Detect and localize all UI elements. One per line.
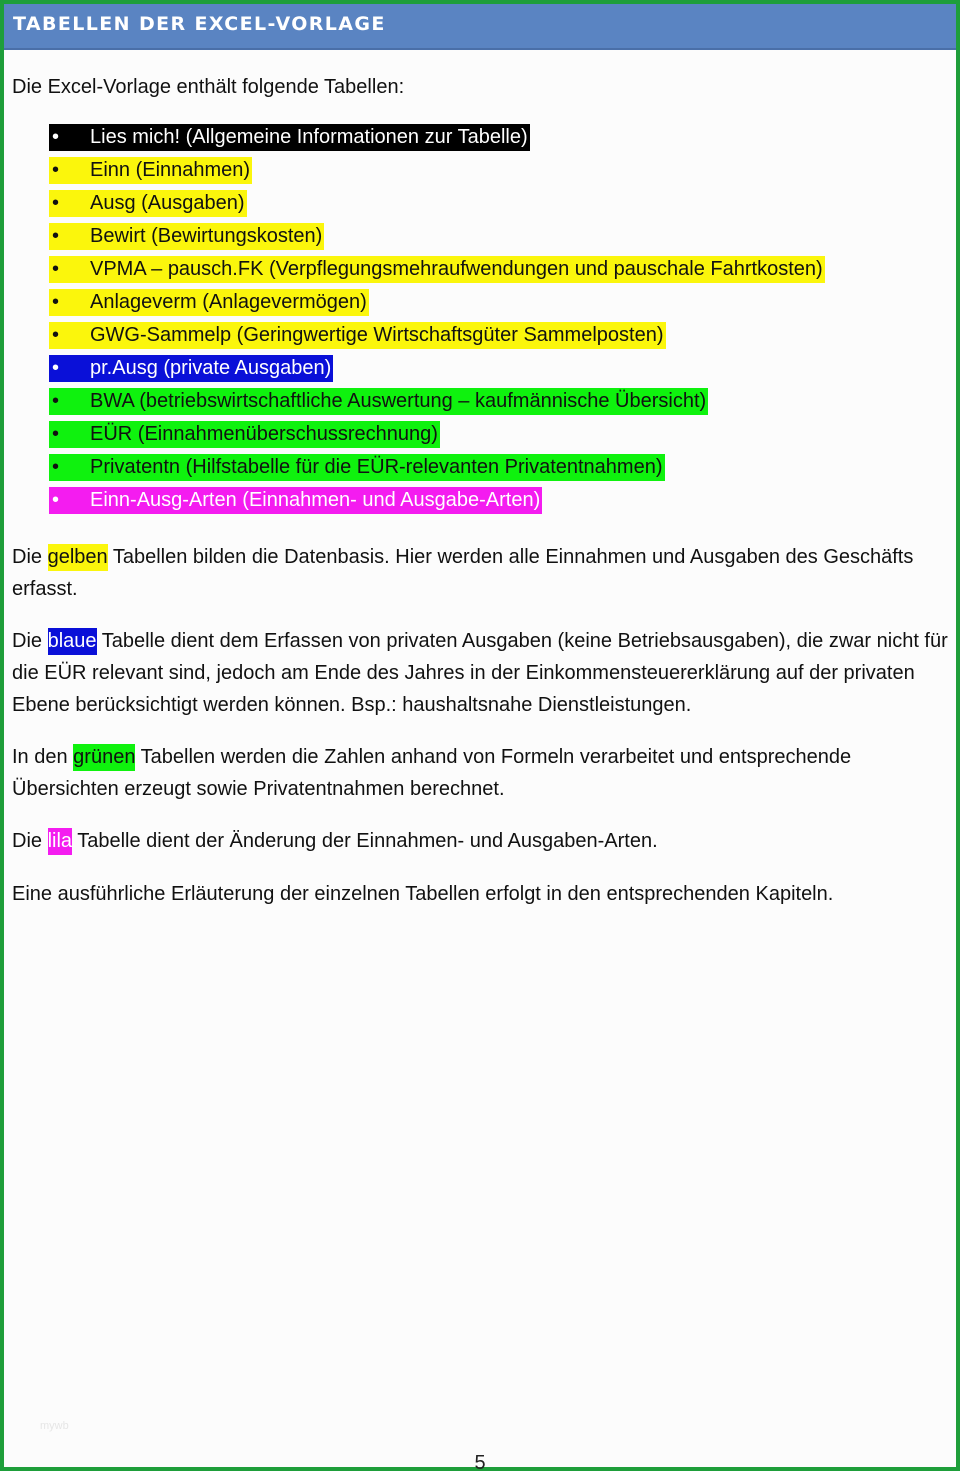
watermark: mywb — [40, 1420, 69, 1432]
bullet-icon: • — [52, 258, 60, 280]
list-item — [49, 487, 825, 520]
highlight-yellow: gelben — [48, 544, 108, 571]
list-item-label: Bewirt (Bewirtungskosten) — [90, 225, 323, 247]
highlight-blue: blaue — [48, 628, 97, 655]
paragraph-text: Tabellen werden die Zahlen anhand von Formeln verarbeitet und entsprechende Übersichten erzeugt sowie Privatentnahmen berechnet. — [12, 746, 852, 800]
bullet-icon: • — [52, 357, 60, 379]
bullet-icon: • — [52, 489, 60, 511]
paragraph-closing: Eine ausführliche Erläuterung der einzelnen Tabellen erfolgt in den entsprechenden Kapiteln. — [12, 883, 834, 905]
bullet-icon: • — [52, 291, 60, 313]
list-item — [49, 454, 825, 487]
list-item-label: pr.Ausg (private Ausgaben) — [90, 357, 332, 379]
list-item-label: Ausg (Ausgaben) — [90, 192, 245, 214]
paragraph-yellow-tables — [12, 541, 948, 605]
list-item — [49, 190, 825, 223]
list-item-label: Lies mich! (Allgemeine Informationen zur Tabelle) — [90, 126, 528, 148]
paragraph-text: Tabellen bilden die Datenbasis. Hier werden alle Einnahmen und Ausgaben des Geschäfts erfasst. — [12, 546, 914, 600]
bullet-icon: • — [52, 423, 60, 445]
list-item-label: Privatentn (Hilfstabelle für die EÜR-relevanten Privatentnahmen) — [90, 456, 663, 478]
intro-text: Die Excel-Vorlage enthält folgende Tabellen: — [12, 76, 405, 98]
list-item-label: EÜR (Einnahmenüberschussrechnung) — [90, 423, 438, 445]
paragraph-text: Tabelle dient der Änderung der Einnahmen- und Ausgaben-Arten. — [72, 830, 658, 852]
section-header — [4, 4, 956, 50]
list-item — [49, 124, 825, 157]
bullet-icon: • — [52, 456, 60, 478]
list-item-label: BWA (betriebswirtschaftliche Auswertung – kaufmännische Übersicht) — [90, 390, 707, 412]
list-item — [49, 157, 825, 190]
paragraph-text: Die — [12, 630, 48, 652]
paragraph-text: In den — [12, 746, 74, 768]
paragraph-green-tables — [12, 741, 948, 805]
bullet-icon: • — [52, 390, 60, 412]
list-item — [49, 223, 825, 256]
highlight-magenta: lila — [48, 828, 72, 855]
list-item — [49, 322, 825, 355]
bullet-icon: • — [52, 159, 60, 181]
section-title: TABELLEN DER EXCEL-VORLAGE — [13, 13, 386, 35]
bullet-icon: • — [52, 324, 60, 346]
bullet-icon: • — [52, 192, 60, 214]
paragraph-blue-table — [12, 625, 948, 721]
bullet-icon: • — [52, 126, 60, 148]
list-item-label: GWG-Sammelp (Geringwertige Wirtschaftsgüter Sammelposten) — [90, 324, 664, 346]
page-number: 5 — [474, 1452, 486, 1474]
paragraph-text: Tabelle dient dem Erfassen von privaten Ausgaben (keine Betriebsausgaben), die zwar nicht für die EÜR relevant sind, jedoch am Ende des Jahres in der Einkommensteuererklärung auf der privaten Ebene berücksichtigt werden können. Bsp.: haushaltsnahe Dienstleistungen. — [12, 630, 948, 716]
table-list — [49, 124, 825, 520]
list-item — [49, 256, 825, 289]
list-item — [49, 421, 825, 454]
bullet-icon: • — [52, 225, 60, 247]
list-item — [49, 355, 825, 388]
list-item-label: Anlageverm (Anlagevermögen) — [90, 291, 367, 313]
list-item-label: Einn-Ausg-Arten (Einnahmen- und Ausgabe-Arten) — [90, 489, 541, 511]
list-item — [49, 388, 825, 421]
paragraph-text: Die — [12, 546, 48, 568]
list-item-label: VPMA – pausch.FK (Verpflegungsmehraufwendungen und pauschale Fahrtkosten) — [90, 258, 823, 280]
highlight-green: grünen — [73, 744, 135, 771]
list-item-label: Einn (Einnahmen) — [90, 159, 251, 181]
paragraph-magenta-table — [12, 825, 948, 857]
list-item — [49, 289, 825, 322]
paragraph-text: Die — [12, 830, 48, 852]
